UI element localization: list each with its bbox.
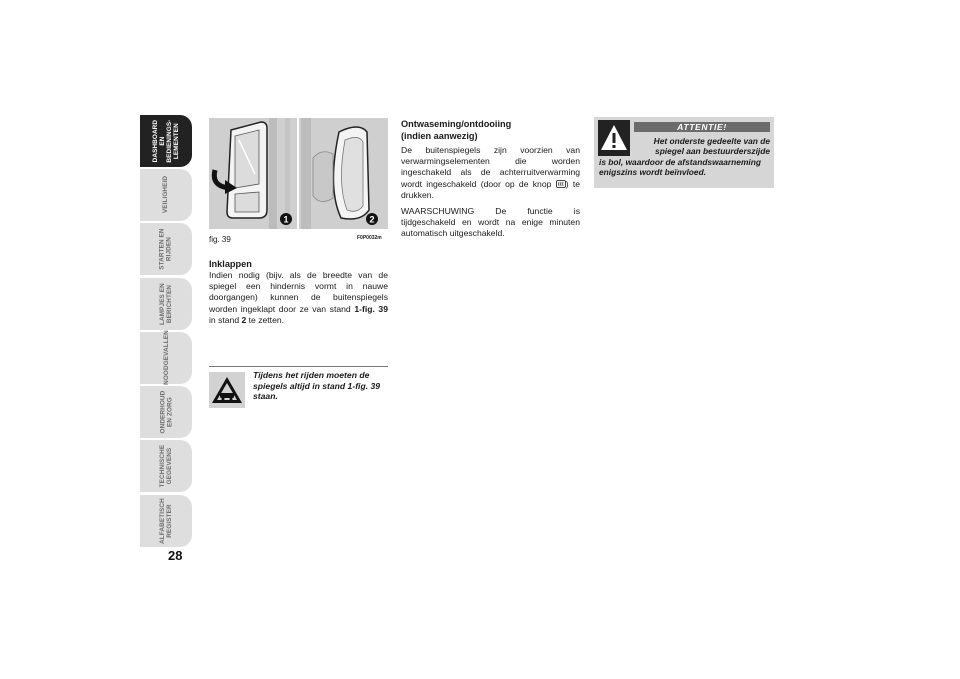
inklappen-heading: Inklappen xyxy=(209,259,252,269)
attention-rest: is bol, waardoor de afstandswaarneming enigszins wordt beïnvloed. xyxy=(599,156,761,178)
marker-1-label: 1 xyxy=(283,214,289,225)
mirror-figure xyxy=(209,118,388,229)
attention-box xyxy=(594,117,774,188)
figure-caption: fig. 39 xyxy=(209,235,231,244)
defrost-heading-1: Ontwaseming/ontdooiing xyxy=(401,119,512,129)
figure-code: F0P0032m xyxy=(357,235,382,241)
tab-register[interactable] xyxy=(140,495,192,547)
section-inklappen xyxy=(209,258,388,331)
defrost-paragraph-1: De buitenspiegels zijn voorzien van verwarmingselementen die worden ingeschakeld als de achterruitverwarming wordt ingeschakeld (door op de knop ) te drukken. xyxy=(401,145,580,200)
tab-veiligheid[interactable] xyxy=(140,169,192,221)
attention-title: ATTENTIE! xyxy=(634,122,770,132)
tab-label: ALFABETISCH REGISTER xyxy=(158,498,173,544)
attention-text xyxy=(599,136,770,178)
page-number: 28 xyxy=(168,548,183,563)
note-divider xyxy=(209,366,388,367)
marker-2-label: 2 xyxy=(369,214,375,225)
tab-label: ONDERHOUD EN ZORG xyxy=(158,390,173,434)
tab-noodgevallen[interactable] xyxy=(140,332,192,384)
rear-defrost-icon xyxy=(556,180,566,188)
tab-lampjes[interactable] xyxy=(140,278,192,330)
tab-label: TECHNISCHE GEGEVENS xyxy=(158,444,173,488)
note-text: Tijdens het rijden moeten de spiegels altijd in stand 1-fig. 39 staan. xyxy=(253,370,381,401)
tab-label: NOODGEVALLEN xyxy=(162,330,170,386)
tab-dashboard[interactable] xyxy=(140,115,192,167)
tab-label: LAMPJES EN BERICHTEN xyxy=(158,283,173,325)
note-box xyxy=(209,370,388,410)
driving-warning-icon xyxy=(209,372,245,408)
attention-line-2: spiegel aan bestuurderszijde xyxy=(655,146,770,157)
attention-line-1: Het onderste gedeelte van de xyxy=(653,136,770,146)
tab-onderhoud[interactable] xyxy=(140,386,192,438)
tab-label: DASHBOARD EN BEDIENINGS- LEMENTEN xyxy=(151,119,181,163)
tab-label: STARTEN EN RIJDEN xyxy=(158,228,173,270)
defrost-paragraph-2: WAARSCHUWING De functie is tijdgeschakeld en wordt na enige minuten automatisch uitgeschakeld. xyxy=(401,206,580,239)
section-ontwaseming xyxy=(401,118,580,245)
defrost-heading-2: (indien aanwezig) xyxy=(401,131,478,141)
tab-starten[interactable] xyxy=(140,223,192,275)
tab-label: VEILIGHEID xyxy=(162,176,170,214)
tab-technische[interactable] xyxy=(140,440,192,492)
mirror-illustration xyxy=(209,118,388,229)
inklappen-text: Indien nodig (bijv. als de breedte van de spiegel een hindernis vormt in nauwe doorgangen) kunnen de buitenspiegels worden ingeklapt door ze van stand 1-fig. 39 in stand 2 te zetten. xyxy=(209,270,388,325)
